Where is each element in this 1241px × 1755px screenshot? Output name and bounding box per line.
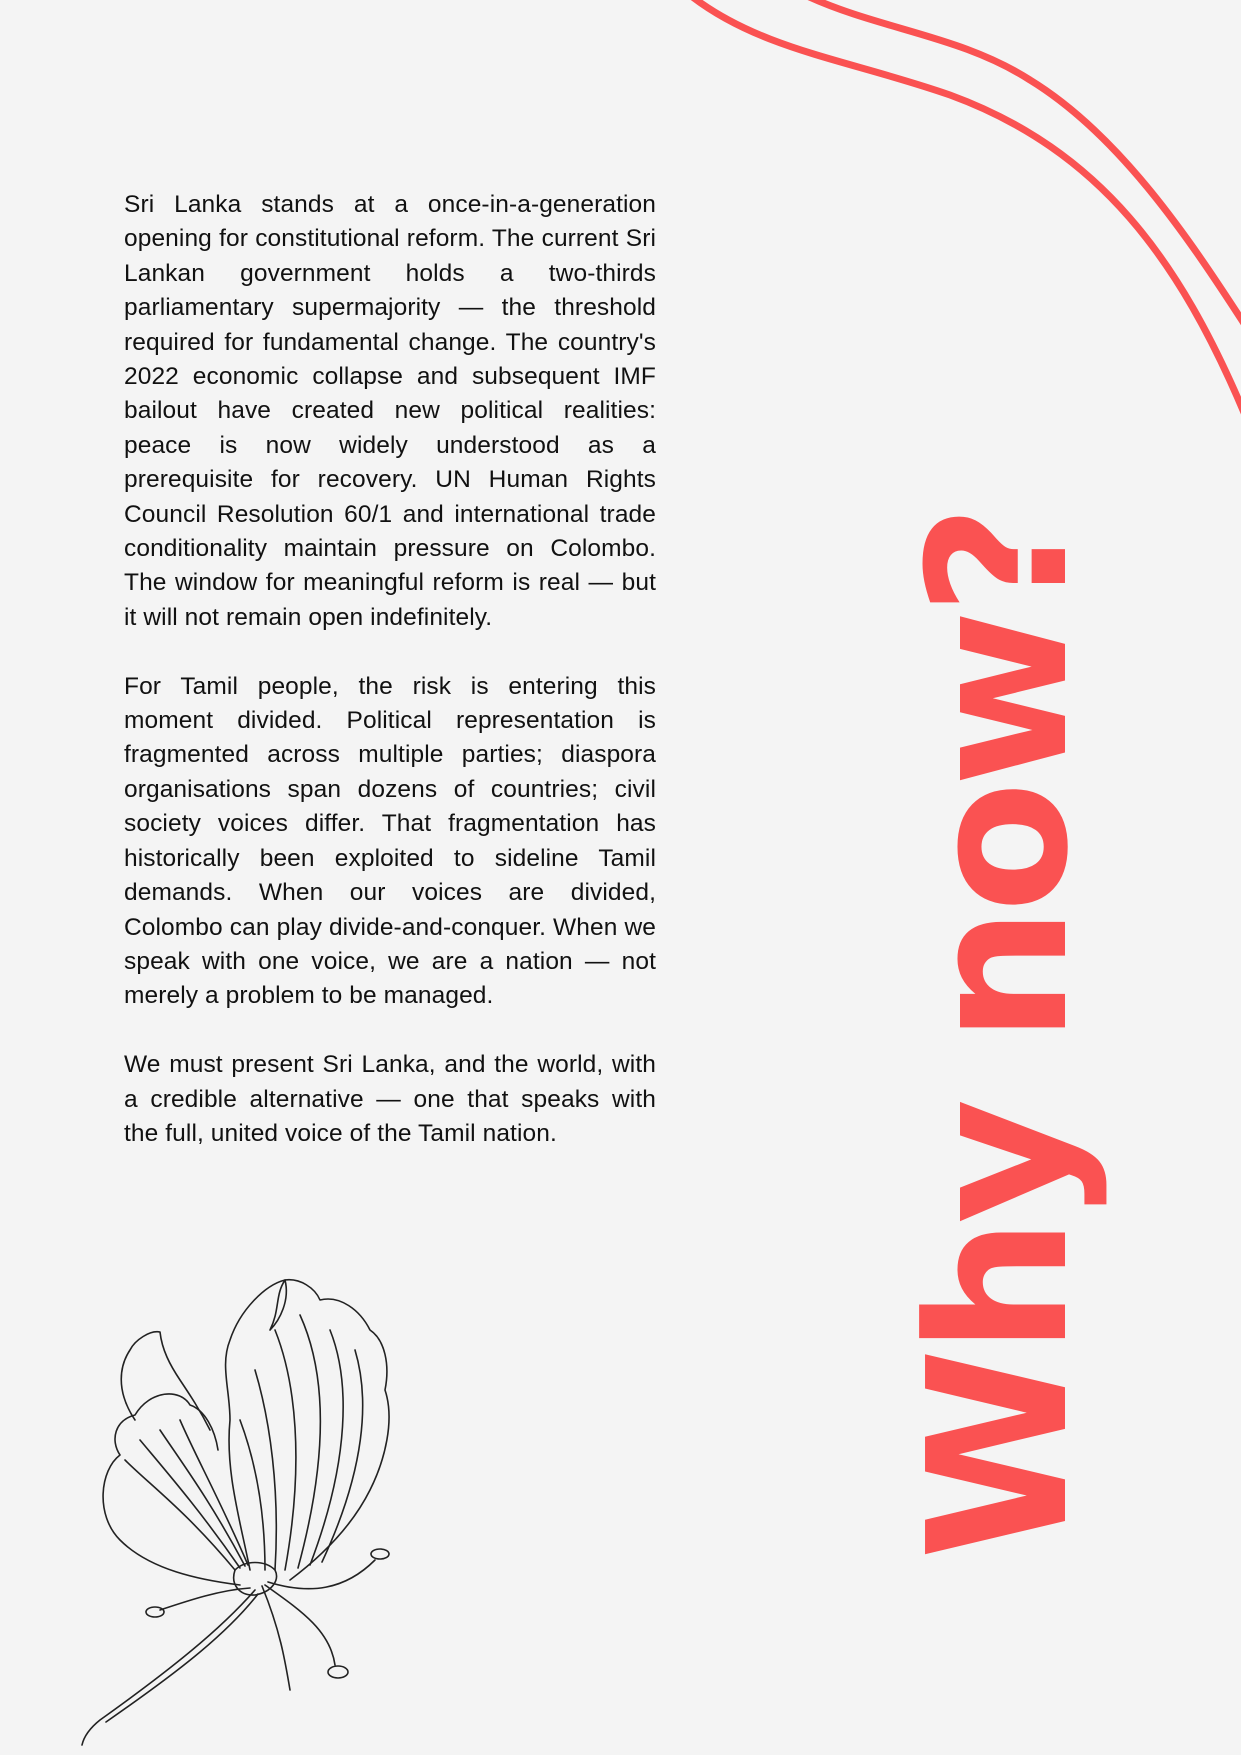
flower-line-art-icon bbox=[40, 1270, 420, 1750]
paragraph-3: We must present Sri Lanka, and the world, with a credible alternative — one that speaks with the full, united voice of the Tamil nation. bbox=[124, 1051, 656, 1147]
wave-line-outer bbox=[690, 0, 1241, 415]
wave-line-inner bbox=[805, 0, 1241, 325]
paragraph-1: Sri Lanka stands at a once-in-a-generation opening for constitutional reform. The current Sri Lankan government holds a two-thirds parliamentary supermajority — the threshold required for fundamental change. The country's 2022 economic collapse and subsequent IMF bailout have created new political realities: peace is now widely understood as a prerequisite for recovery. UN Human Rights Council Resolution 60/1 and international trade conditionality maintain pressure on Colombo. The window for meaningful reform is real — but it will not remain open indefinitely. bbox=[124, 191, 656, 631]
paragraph-2: For Tamil people, the risk is entering this moment divided. Political representation is fragmented across multiple parties; diaspora organisations span dozens of countries; civil society voices differ. That fragmentation has historically been exploited to sideline Tamil demands. When our voices are divided, Colombo can play divide-and-conquer. When we speak with one voice, we are a nation — not merely a problem to be managed. bbox=[124, 672, 656, 1010]
page-heading: Why now? bbox=[888, 510, 1111, 1560]
body-text bbox=[124, 188, 656, 1186]
heading-container bbox=[870, 510, 1130, 1560]
